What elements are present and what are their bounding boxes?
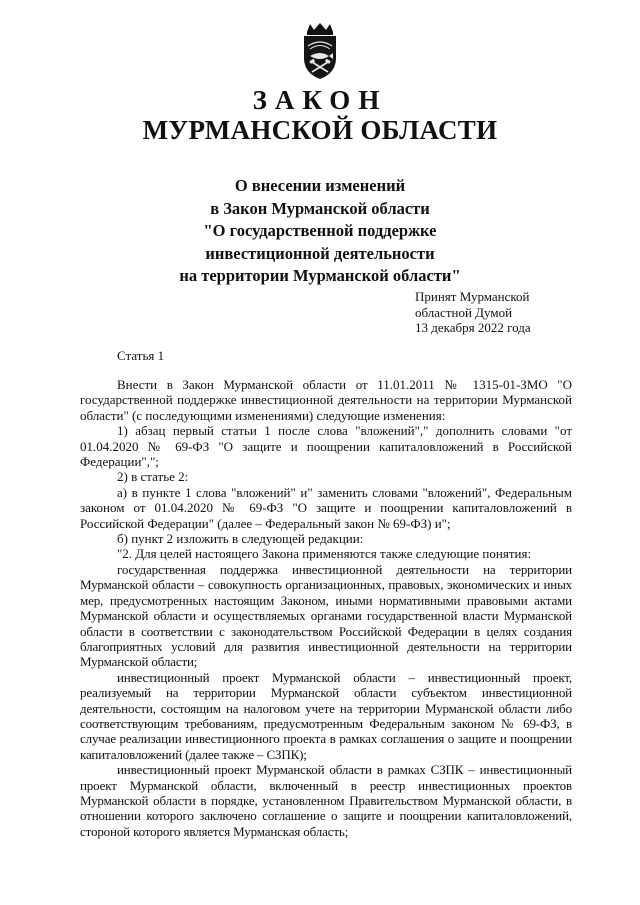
subject-line: О внесении изменений	[234, 176, 406, 195]
paragraph: инвестиционный проект Мурманской области – инвестиционный проект, реализуемый на территории Мурманской области субъектом инвестиционной деятельности, состоящим на налоговом учете на территории Мурманской области либо соответствующим требованиям, предусмотренным Федеральным законом № 69-ФЗ, в случае реализации инвестиционного проекта в рамках соглашения о защите и поощрении капиталовложений (далее также – СЗПК);	[80, 669, 572, 762]
law-heading: ЗАКОН	[252, 85, 388, 115]
adoption-line: Принят Мурманской	[415, 289, 530, 304]
article-number: Статья 1	[117, 348, 165, 363]
subject-line: "О государственной поддержке	[203, 221, 437, 240]
paragraph: 1) абзац первый статьи 1 после слова "вложений"," дополнить словами "от 01.04.2020 № 69-ФЗ "О защите и поощрении капиталовложений в Российской Федерации",";	[80, 423, 572, 470]
subject-line: в Закон Мурманской области	[210, 198, 430, 218]
paragraph: а) в пункте 1 слова "вложений" и" заменить словами "вложений", Федеральным законом от 01.04.2020 № 69-ФЗ "О защите и поощрении капиталовложений в Российской Федерации" (далее – Федеральный закон № 69-ФЗ) и";	[80, 484, 572, 531]
region-heading: МУРМАНСКОЙ ОБЛАСТИ	[142, 115, 498, 145]
paragraph: государственная поддержка инвестиционной деятельности на территории Мурманской области – совокупность организационных, правовых, экономических и иных мер, предусмотренных настоящим Законом, иными нормативными правовыми актами Мурманской области и осуществляемых органами государственной власти Мурманской области в соответствии с законодательством Российской Федерации в целях создания благоприятных условий для развития инвестиционной деятельности на территории Мурманской области;	[80, 561, 572, 670]
subject-line: на территории Мурманской области"	[179, 266, 461, 285]
paragraph: инвестиционный проект Мурманской области в рамках СЗПК – инвестиционный проект Мурманской области, включенный в реестр инвестиционных проектов Мурманской области в порядке, установленном Правительством Мурманской области, в отношении которого заключено соглашение о защите и поощрении капиталовложений, стороной которого является Мурманская область;	[80, 762, 572, 839]
coat-of-arms-icon	[298, 22, 342, 80]
subject-line: инвестиционной деятельности	[205, 243, 435, 263]
paragraph: б) пункт 2 изложить в следующей редакции:	[117, 531, 364, 547]
paragraph: Внести в Закон Мурманской области от 11.01.2011 № 1315-01-ЗМО "О государственной поддержке инвестиционной деятельности на территории Мурманской области" (с последующими изменениями) следующие изменения:	[80, 377, 572, 423]
article-body	[80, 377, 572, 839]
adoption-note	[415, 289, 531, 336]
paragraph: "2. Для целей настоящего Закона применяются также следующие понятия:	[117, 546, 532, 562]
adoption-line: областной Думой	[415, 304, 513, 320]
law-subject	[0, 175, 640, 288]
paragraph: 2) в статье 2:	[117, 469, 189, 485]
adoption-date: 13 декабря 2022 года	[415, 320, 531, 335]
